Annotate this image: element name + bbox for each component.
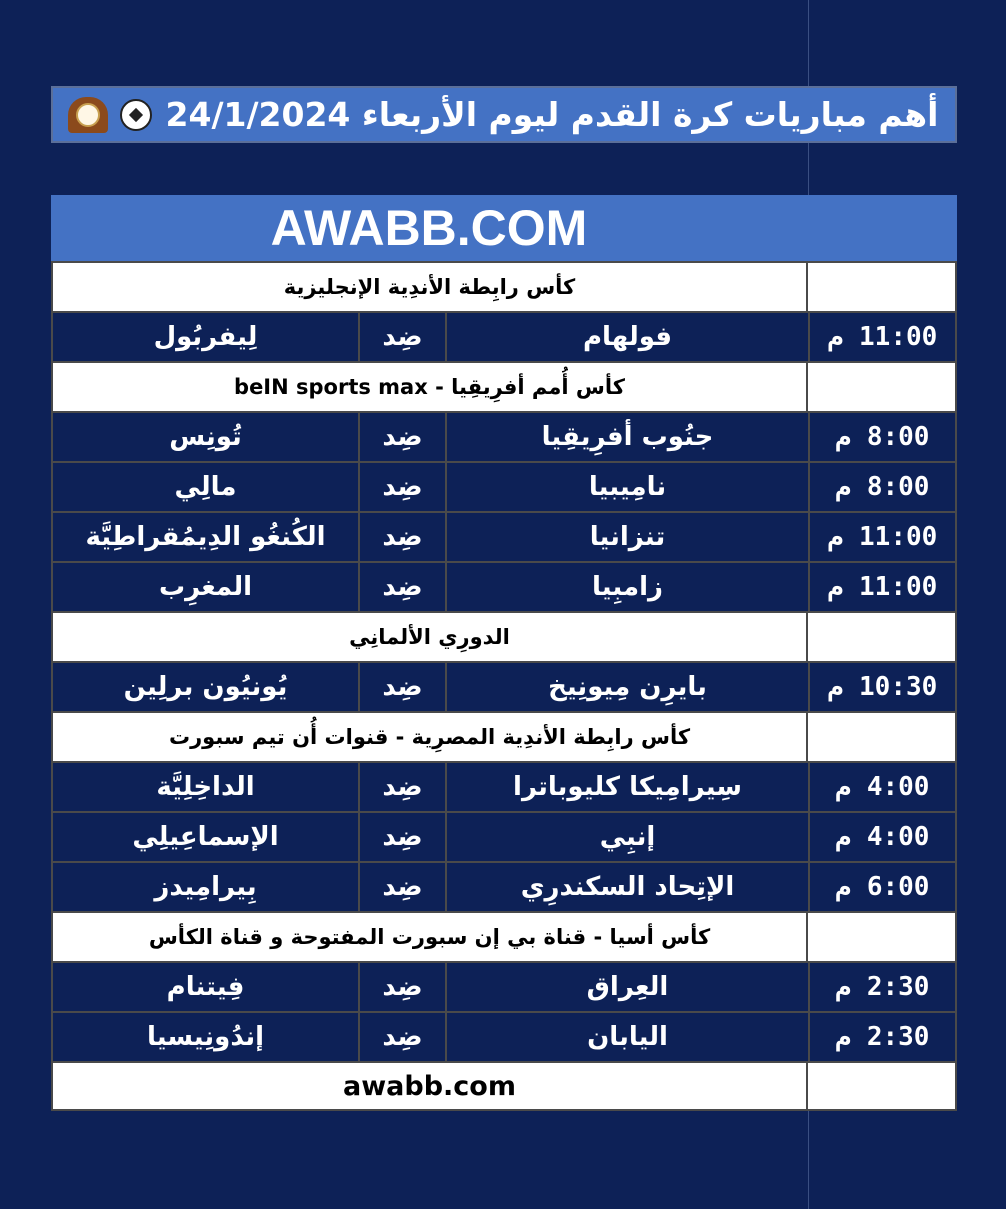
section-side-cell — [808, 913, 957, 961]
kickoff-time: 4:00 م — [808, 813, 957, 861]
section-header-row — [51, 361, 957, 411]
match-row — [51, 411, 957, 461]
footer-side-cell — [808, 1063, 957, 1109]
home-team: إنبِي — [445, 813, 808, 861]
versus-label: ضِد — [358, 763, 445, 811]
match-schedule-table — [51, 195, 957, 1111]
section-header-row — [51, 911, 957, 961]
versus-label: ضِد — [358, 813, 445, 861]
section-header-row — [51, 711, 957, 761]
away-team: فِيتنام — [51, 963, 358, 1011]
section-side-cell — [808, 713, 957, 761]
kickoff-time: 11:00 م — [808, 313, 957, 361]
versus-label: ضِد — [358, 963, 445, 1011]
away-team: تُونِس — [51, 413, 358, 461]
kickoff-time: 2:30 م — [808, 963, 957, 1011]
home-team: بايرِن مِيونِيخ — [445, 663, 808, 711]
schedule-rows — [51, 261, 957, 1061]
kickoff-time: 11:00 م — [808, 563, 957, 611]
home-team: فولهام — [445, 313, 808, 361]
versus-label: ضِد — [358, 663, 445, 711]
match-row — [51, 1011, 957, 1061]
versus-label: ضِد — [358, 313, 445, 361]
mantel-clock-icon — [68, 97, 108, 133]
versus-label: ضِد — [358, 513, 445, 561]
competition-title: كأس رابِطة الأندِية المصرِية - قنوات أُن تيم سبورت — [51, 713, 808, 761]
soccer-ball-icon — [120, 99, 152, 131]
home-team: زامبِيا — [445, 563, 808, 611]
section-header-row — [51, 611, 957, 661]
page-title: أهم مباريات كرة القدم ليوم الأربعاء 24/1/2024 — [165, 95, 939, 134]
home-team: العِراق — [445, 963, 808, 1011]
away-team: لِيفربُول — [51, 313, 358, 361]
match-row — [51, 311, 957, 361]
away-team: بِيرامِيدز — [51, 863, 358, 911]
match-row — [51, 811, 957, 861]
away-team: إندُونِيسيا — [51, 1013, 358, 1061]
brand-banner: AWABB.COM — [51, 195, 957, 261]
match-row — [51, 661, 957, 711]
away-team: الكُنغُو الدِيمُقراطِيَّة — [51, 513, 358, 561]
home-team: جنُوب أفرِيقِيا — [445, 413, 808, 461]
section-side-cell — [808, 363, 957, 411]
versus-label: ضِد — [358, 463, 445, 511]
home-team: اليابان — [445, 1013, 808, 1061]
versus-label: ضِد — [358, 863, 445, 911]
section-side-cell — [808, 613, 957, 661]
versus-label: ضِد — [358, 563, 445, 611]
kickoff-time: 10:30 م — [808, 663, 957, 711]
match-row — [51, 561, 957, 611]
kickoff-time: 8:00 م — [808, 413, 957, 461]
match-row — [51, 961, 957, 1011]
section-header-row — [51, 261, 957, 311]
kickoff-time: 6:00 م — [808, 863, 957, 911]
home-team: سِيرامِيكا كليوباترا — [445, 763, 808, 811]
competition-title: الدورِي الألمانِي — [51, 613, 808, 661]
match-row — [51, 761, 957, 811]
home-team: تنزانيا — [445, 513, 808, 561]
kickoff-time: 11:00 م — [808, 513, 957, 561]
versus-label: ضِد — [358, 1013, 445, 1061]
footer-text: awabb.com — [51, 1063, 808, 1109]
match-row — [51, 461, 957, 511]
competition-title: كأس أُمم أفرِيقِيا - beIN sports max — [51, 363, 808, 411]
competition-title: كأس رابِطة الأندِية الإنجليزية — [51, 263, 808, 311]
footer-row — [51, 1061, 957, 1111]
section-side-cell — [808, 263, 957, 311]
away-team: الداخِلِيَّة — [51, 763, 358, 811]
away-team: مالِي — [51, 463, 358, 511]
versus-label: ضِد — [358, 413, 445, 461]
kickoff-time: 2:30 م — [808, 1013, 957, 1061]
home-team: الإتِحاد السكندرِي — [445, 863, 808, 911]
match-row — [51, 511, 957, 561]
kickoff-time: 8:00 م — [808, 463, 957, 511]
match-row — [51, 861, 957, 911]
home-team: نامِيبيا — [445, 463, 808, 511]
competition-title: كأس أسيا - قناة بي إن سبورت المفتوحة و قناة الكأس — [51, 913, 808, 961]
away-team: يُونيُون برلِين — [51, 663, 358, 711]
page-title-bar — [51, 86, 957, 143]
kickoff-time: 4:00 م — [808, 763, 957, 811]
away-team: المغرِب — [51, 563, 358, 611]
away-team: الإسماعِيلِي — [51, 813, 358, 861]
